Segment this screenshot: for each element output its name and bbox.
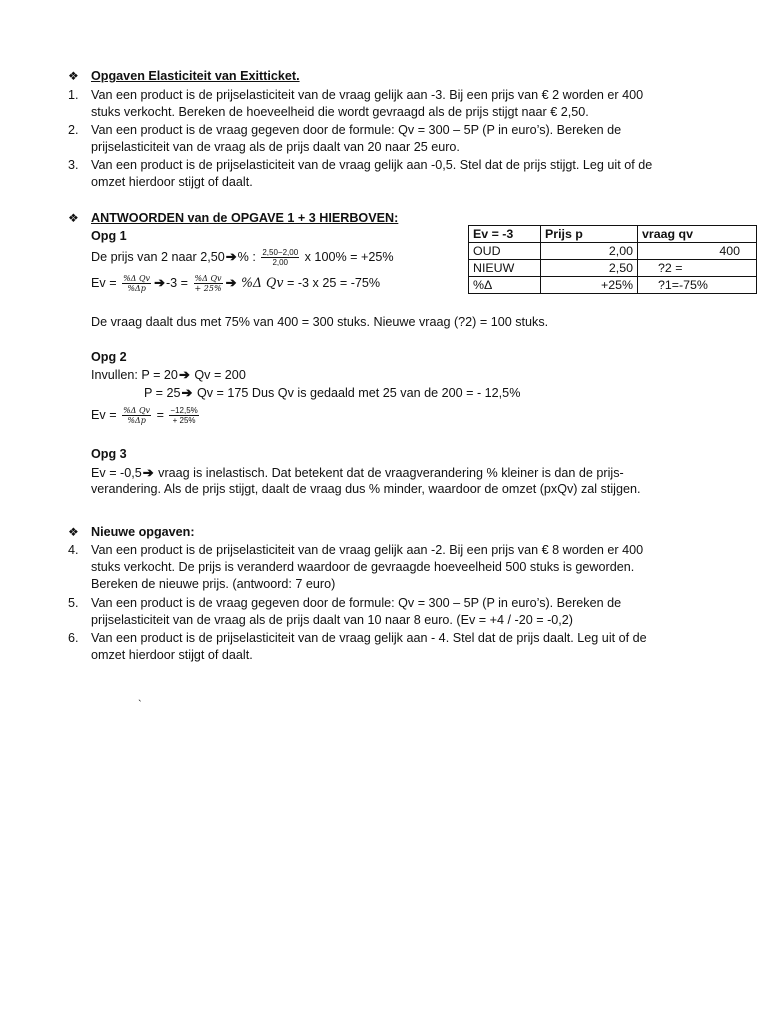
table-row [469,260,757,277]
item-text-line: Van een product is de vraag gegeven door de formule: Qv = 300 – 5P (P in euro’s). Bereken de [91,596,622,610]
text: P = 25 [144,386,181,400]
item-number: 5. [68,596,79,610]
table-cell: +25% [541,277,638,294]
fraction-denominator: 2,00 [272,258,289,268]
text: De prijs van 2 naar 2,50 [91,250,225,264]
text: -3 = [165,276,189,290]
fraction-numerator: 2,50−2,00 [262,248,299,258]
item-text-line: stuks verkocht. De prijs is veranderd waardoor de gevraagde hoeveelheid 500 stuks is geworden. [91,560,635,574]
opg2-heading: Opg 2 [91,350,127,364]
opg2-line1 [91,366,246,384]
table-header-row [469,226,757,243]
item-text-line: Van een product is de prijselasticiteit van de vraag gelijk aan - 4. Stel dat de prijs daalt. Leg uit of de [91,631,647,645]
item-text-line: stuks verkocht. Bereken de hoeveelheid die wordt gevraagd als de prijs stijgt naar € 2,50. [91,105,589,119]
text: Invullen: P = 20 [91,368,178,382]
arrow-right-icon: ➔ [225,249,237,264]
text: Ev = [91,407,117,422]
opg1-line1 [91,248,394,267]
text: = -3 x 25 = -75% [286,276,381,290]
fraction [122,406,151,425]
opg3-line2: verandering. Als de prijs stijgt, daalt de vraag dus % minder, waardoor de omzet (pxQv) zal stijgen. [91,482,641,496]
text: vraag is inelastisch. Dat betekent dat de vraagverandering % kleiner is dan de prijs- [158,466,624,480]
item-text-line: prijselasticiteit van de vraag als de prijs daalt van 10 naar 8 euro. (Ev = +4 / -20 = -0,2) [91,613,573,627]
table-cell: NIEUW [469,260,541,277]
fraction [122,274,151,293]
text: % : [237,250,256,264]
fraction-numerator: %Δ Qv [123,274,151,284]
opg1-heading: Opg 1 [91,229,127,243]
opg1-conclusion: De vraag daalt dus met 75% van 400 = 300 stuks. Nieuwe vraag (?2) = 100 stuks. [91,315,549,329]
stray-mark: ` [138,699,142,711]
item-number: 4. [68,543,79,557]
table-cell: ?2 = [638,260,757,277]
arrow-right-icon: ➔ [142,465,154,480]
arrow-right-icon: ➔ [154,275,165,290]
text: = [156,407,164,422]
fraction [169,406,198,425]
fraction-denominator: + 25% [172,416,196,425]
table-header-cell: Ev = -3 [469,226,541,243]
table-header-cell: vraag qv [638,226,757,243]
item-number: 2. [68,123,79,137]
arrow-right-icon: ➔ [178,367,190,382]
item-text-line: Van een product is de prijselasticiteit van de vraag gelijk aan -2. Bij een prijs van € 8 worden er 400 [91,543,644,557]
table-cell: %Δ [469,277,541,294]
fraction-numerator: %Δ Qv [194,274,222,284]
fraction-denominator: + 25% [194,284,222,294]
item-text-line: Van een product is de prijselasticiteit van de vraag gelijk aan -0,5. Stel dat de prijs stijgt. Leg uit of de [91,158,653,172]
math-expression: %Δ Qv [240,275,284,290]
section3-title: Nieuwe opgaven: [91,525,195,539]
table-cell: OUD [469,243,541,260]
table-row [469,277,757,294]
table-cell: 2,00 [541,243,638,260]
text: Ev = [91,276,117,290]
opg1-line2 [91,274,380,293]
fraction-denominator: %Δp [127,416,146,425]
text: Qv = 200 [194,368,246,382]
fraction [261,248,299,267]
item-text-line: Bereken de nieuwe prijs. (antwoord: 7 euro) [91,577,336,591]
item-number: 1. [68,88,79,102]
table-cell: 400 [638,243,757,260]
item-text-line: omzet hierdoor stijgt of daalt. [91,648,253,662]
table-cell: 2,50 [541,260,638,277]
table-header-cell: Prijs p [541,226,638,243]
item-text-line: omzet hierdoor stijgt of daalt. [91,175,253,189]
fraction-numerator: −12,5% [170,406,198,415]
arrow-right-icon: ➔ [181,385,193,400]
arrow-right-icon: ➔ [225,275,237,290]
opg3-line1 [91,464,624,482]
diamond-bullet-icon: ❖ [68,69,79,83]
opg2-line3 [91,406,201,425]
item-text-line: prijselasticiteit van de vraag als de prijs daalt van 20 naar 25 euro. [91,140,460,154]
section2-title: ANTWOORDEN van de OPGAVE 1 + 3 HIERBOVEN: [91,211,399,225]
text: Ev = -0,5 [91,466,142,480]
section1-title: Opgaven Elasticiteit van Exitticket. [91,69,300,83]
diamond-bullet-icon: ❖ [68,525,79,539]
item-text-line: Van een product is de vraag gegeven door de formule: Qv = 300 – 5P (P in euro’s). Bereken de [91,123,622,137]
item-text-line: Van een product is de prijselasticiteit van de vraag gelijk aan -3. Bij een prijs van € 2 worden er 400 [91,88,644,102]
item-number: 6. [68,631,79,645]
table-cell: ?1=-75% [638,277,757,294]
elasticity-table [468,225,757,294]
opg3-heading: Opg 3 [91,447,127,461]
opg2-line2 [144,384,520,402]
text: x 100% = +25% [304,250,394,264]
item-number: 3. [68,158,79,172]
fraction-numerator: %Δ Qv [123,406,151,415]
fraction [194,274,223,293]
fraction-denominator: %Δp [127,284,146,294]
text: Qv = 175 Dus Qv is gedaald met 25 van de 200 = - 12,5% [196,386,521,400]
table-row [469,243,757,260]
diamond-bullet-icon: ❖ [68,211,79,225]
